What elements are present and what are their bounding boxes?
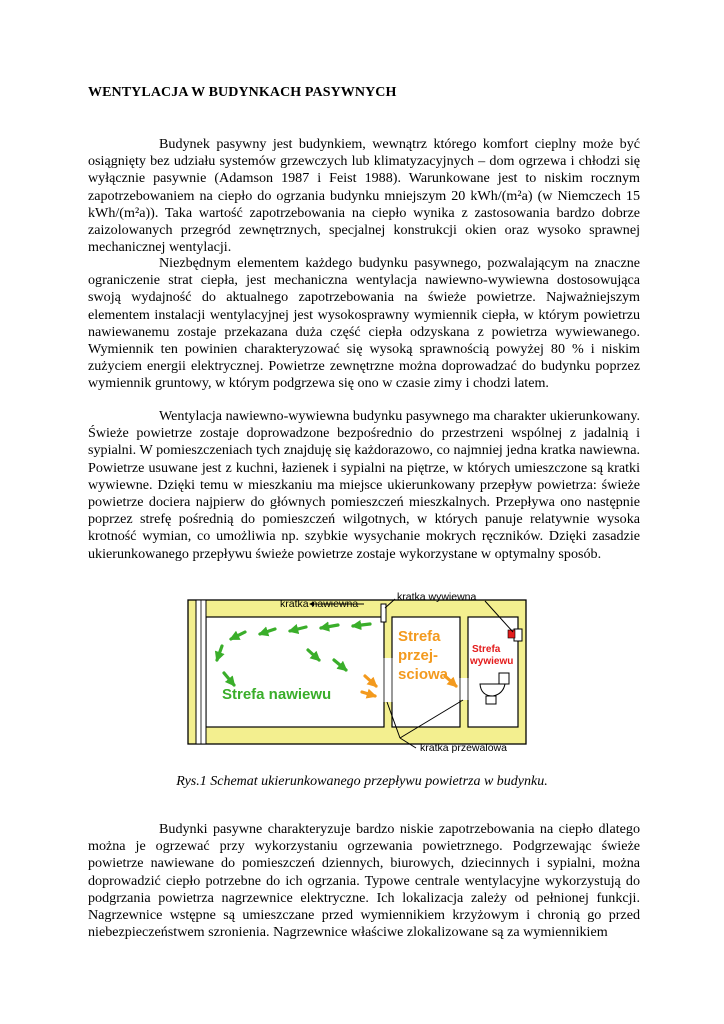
zone-transition-label-1: Strefa: [398, 628, 441, 645]
building-walls: [188, 600, 526, 744]
exhaust-grille-label: kratka wywiewna: [397, 591, 477, 603]
paragraph-1: Budynek pasywny jest budynkiem, wewnątrz którego komfort cieplny może być osiągnięty bez udziału systemów grzewczych lub klimatyzacyjnych – dom ogrzewa i chłodzi się wyłącznie pasywnie (Adamson 1987 i Feist 1988). Warunkowane jest to niskim rocznym zapotrzebowaniem na ciepło do ogrzania budynku mniejszym 20 kWh/(m²a) (w Niemczech 15 kWh/(m²a)). Taka wartość zapotrzebowania na ciepło wynika z zastosowania bardzo dobrze zaizolowanych przegród zewnętrznych, specjalnej konstrukcji okien oraz wysoko sprawnej mechanicznej wentylacji.: [88, 136, 640, 256]
figure-caption: Rys.1 Schemat ukierunkowanego przepływu powietrza w budynku.: [176, 774, 548, 789]
ventilation-diagram: [180, 588, 540, 763]
supply-grille: [381, 604, 386, 622]
transfer-grille-label: kratka przewalowa: [420, 742, 507, 754]
supply-grille-label: kratka nawiewna: [280, 598, 359, 610]
document-title: WENTYLACJA W BUDYNKACH PASYWNYCH: [88, 85, 397, 100]
zone-exhaust-label-1: Strefa: [472, 644, 501, 655]
paragraph-3: Wentylacja nawiewno-wywiewna budynku pasywnego ma charakter ukierunkowany. Świeże powietrze zostaje doprowadzone bezpośrednio do przestrzeni wspólnej z jadalnią i sypialni. W pomieszczeniach tych znajduję się każdorazowo, co najmniej jedna kratka nawiewna. Powietrze usuwane jest z kuchni, łazienek i sypialni na piętrze, w których umieszczone są kratki wywiewne. Dzięki temu w mieszkaniu ma miejsce ukierunkowany przepływ powietrza: świeże powietrze dociera najpierw do głównych pomieszczeń mieszkalnych. Przepływa ono następnie poprzez strefę pośrednią do pomieszczeń wilgotnych, w których panuje relatywnie wysoka krotność wymian, co umożliwia np. szybkie wysychanie mokrych ręczników. Dzięki zasadzie ukierunkowanego przepływu świeże powietrze zostaje wykorzystane w optymalny sposób.: [88, 408, 640, 562]
paragraph-2: Niezbędnym elementem każdego budynku pasywnego, pozwalającym na znaczne ograniczenie strat ciepła, jest mechaniczna wentylacja nawiewno-wywiewna dostosowująca swoją wydajność do aktualnego zapotrzebowania na świeże powietrze. Najważniejszym elementem instalacji wentylacyjnej jest wysokosprawny wymiennik ciepła, w którym powietrzu nawiewanemu zostaje przekazana duża część ciepła odzyskana z powietrza wywiewanego. Wymiennik ten powinien charakteryzować się wysoką sprawnością powyżej 80 % i niskim zużyciem energii elektrycznej. Powietrze zewnętrzne można doprowadzać do budynku poprzez wymiennik gruntowy, w którym podgrzewa się ono w czasie zimy i chodzi latem.: [88, 255, 640, 392]
exhaust-fan: [508, 630, 515, 638]
zone-exhaust-label-2: wywiewu: [470, 656, 514, 667]
paragraph-4: Budynki pasywne charakteryzuje bardzo niskie zapotrzebowania na ciepło dlatego można je ogrzewać przy wykorzystaniu ogrzewania powietrznego. Podgrzewając świeże powietrze nawiewane do pomieszczeń dziennych, biurowych, dziecinnych i sypialni, można doprowadzić ciepło potrzebne do ich ogrzania. Typowe centrale wentylacyjne wykorzystują do podgrzania powietrza nagrzewnice elektryczne. Ich lokalizacja zależy od pełnionej funkcji. Nagrzewnice wstępne są umieszczane przed wymiennikiem krzyżowym i chronią go przed niebezpieczeństwem szronienia. Nagrzewnice właściwe zlokalizowane są za wymiennikiem: [88, 821, 640, 941]
zone-supply-label: Strefa nawiewu: [222, 686, 332, 703]
zone-transition-label-3: sciowa: [398, 666, 449, 683]
zone-transition-label-2: przej-: [398, 647, 439, 664]
